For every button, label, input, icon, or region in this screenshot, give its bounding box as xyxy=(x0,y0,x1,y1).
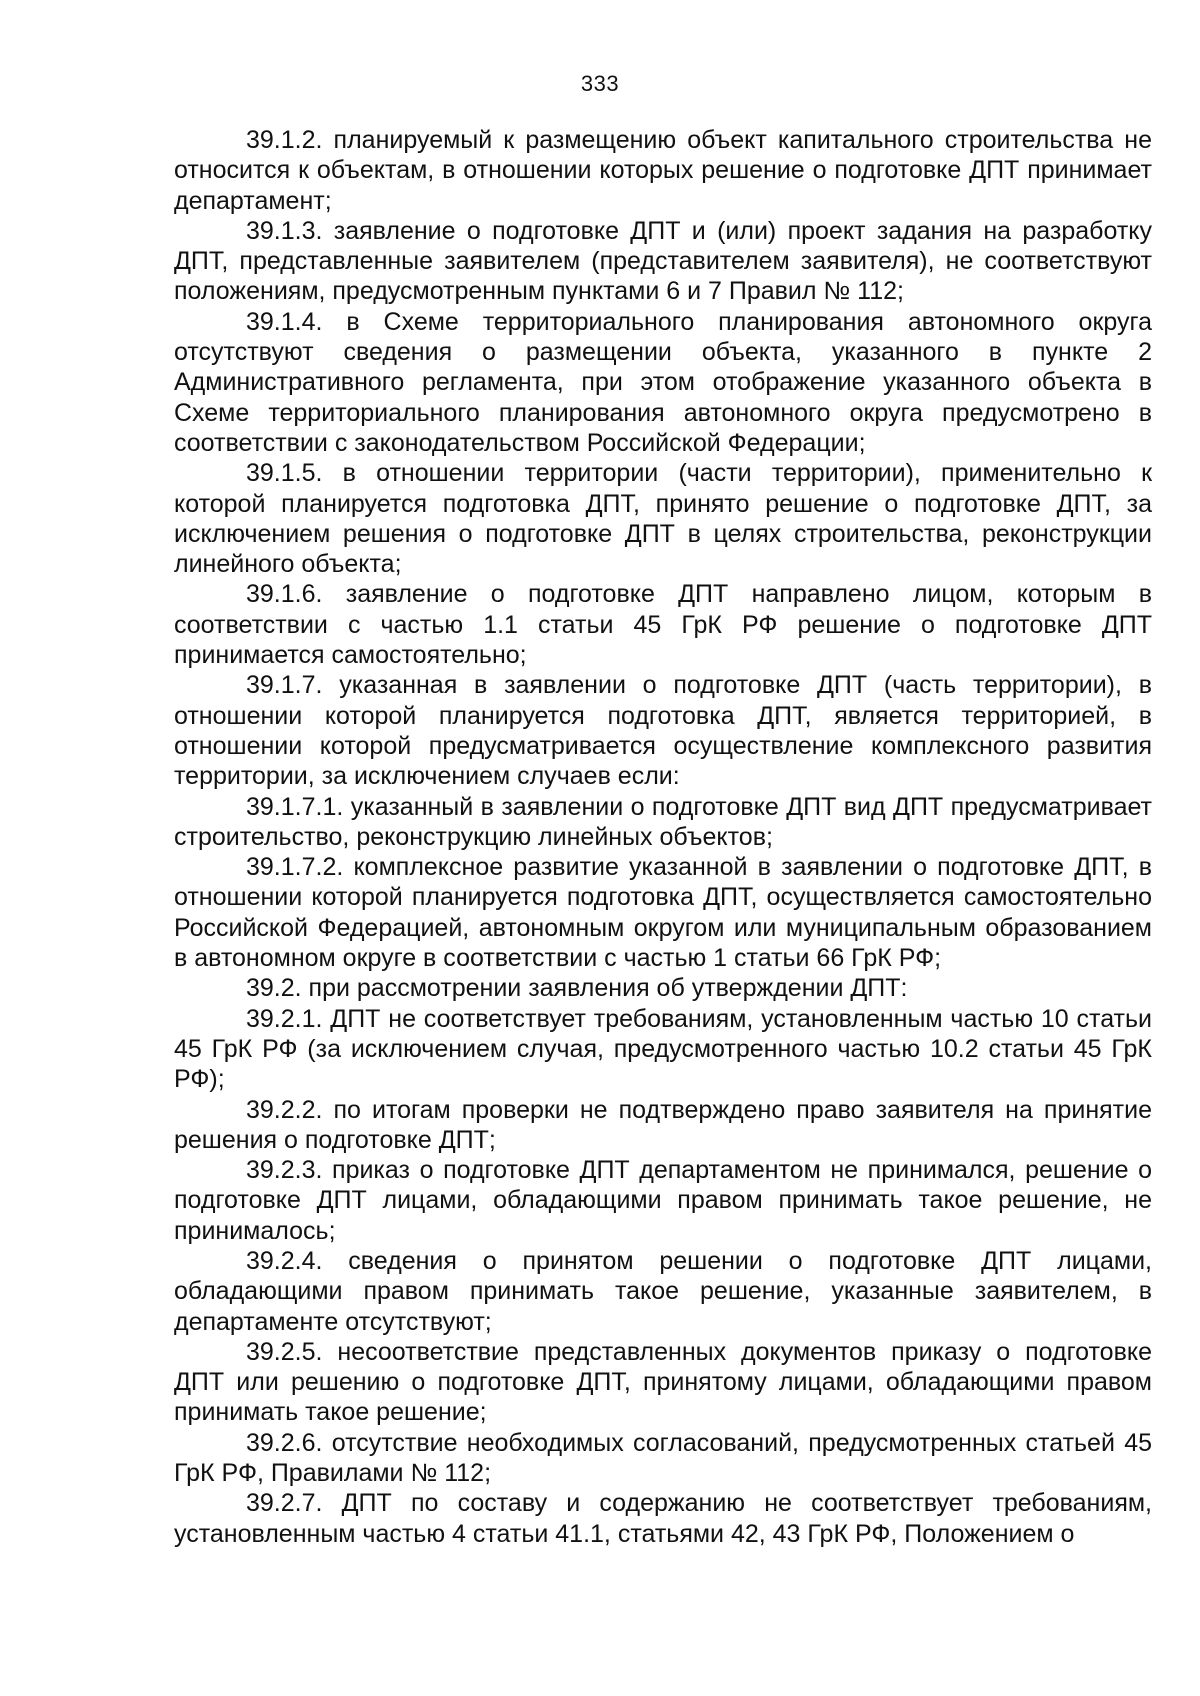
paragraph: 39.2.4. сведения о принятом решении о подготовке ДПТ лицами, обладающими правом принимать такое решение, указанные заявителем, в департаменте отсутствуют; xyxy=(174,1246,1152,1336)
paragraph: 39.1.7.1. указанный в заявлении о подготовке ДПТ вид ДПТ предусматривает строительство, реконструкцию линейных объектов; xyxy=(174,792,1152,851)
paragraph: 39.2.3. приказ о подготовке ДПТ департаментом не принимался, решение о подготовке ДПТ лицами, обладающими правом принимать такое решение, не принималось; xyxy=(174,1156,1152,1245)
paragraph: 39.1.4. в Схеме территориального планирования автономного округа отсутствуют сведения о размещении объекта, указанного в пункте 2 Административного регламента, при этом отображение указанного объекта в Схеме территориального планирования автономного округа предусмотрено в соответствии с законодательством Российской Федерации; xyxy=(174,307,1152,457)
paragraph: 39.2.6. отсутствие необходимых согласований, предусмотренных статьей 45 ГрК РФ, Правилами № 112; xyxy=(174,1428,1152,1488)
paragraph: 39.2.5. несоответствие представленных документов приказу о подготовке ДПТ или решению о подготовке ДПТ, принятому лицами, обладающими правом принимать такое решение; xyxy=(174,1337,1152,1427)
paragraph: 39.2.2. по итогам проверки не подтверждено право заявителя на принятие решения о подготовке ДПТ; xyxy=(174,1095,1152,1154)
page-number: 333 xyxy=(580,71,620,96)
paragraph: 39.2.7. ДПТ по составу и содержанию не соответствует требованиям, установленным частью 4 статьи 41.1, статьями 42, 43 ГрК РФ, Положением о xyxy=(174,1489,1152,1548)
paragraph: 39.1.7.2. комплексное развитие указанной в заявлении о подготовке ДПТ, в отношении которой планируется подготовка ДПТ, осуществляется самостоятельно Российской Федерацией, автономным округом или муниципальным образованием в автономном округе в соответствии с частью 1 статьи 66 ГрК РФ; xyxy=(174,853,1152,973)
paragraph: 39.1.7. указанная в заявлении о подготовке ДПТ (часть территории), в отношении которой планируется подготовка ДПТ, является территорией, в отношении которой предусматривается осуществление комплексного развития территории, за исключением случаев если: xyxy=(174,671,1152,791)
paragraph: 39.1.5. в отношении территории (части территории), применительно к которой планируется подготовка ДПТ, принято решение о подготовке ДПТ, за исключением решения о подготовке ДПТ в целях строительства, реконструкции линейного объекта; xyxy=(174,459,1152,579)
paragraph: 39.2. при рассмотрении заявления об утверждении ДПТ: xyxy=(246,974,908,1003)
paragraph: 39.1.6. заявление о подготовке ДПТ направлено лицом, которым в соответствии с частью 1.1 статьи 45 ГрК РФ решение о подготовке ДПТ принимается самостоятельно; xyxy=(174,580,1152,670)
paragraph: 39.2.1. ДПТ не соответствует требованиям, установленным частью 10 статьи 45 ГрК РФ (за исключением случая, предусмотренного частью 10.2 статьи 45 ГрК РФ); xyxy=(174,1004,1152,1094)
paragraph: 39.1.3. заявление о подготовке ДПТ и (или) проект задания на разработку ДПТ, представленные заявителем (представителем заявителя), не соответствуют положениям, предусмотренным пунктами 6 и 7 Правил № 112; xyxy=(174,216,1152,306)
paragraph: 39.1.2. планируемый к размещению объект капитального строительства не относится к объектам, в отношении которых решение о подготовке ДПТ принимает департамент; xyxy=(174,126,1152,215)
document-body xyxy=(174,125,1152,1549)
